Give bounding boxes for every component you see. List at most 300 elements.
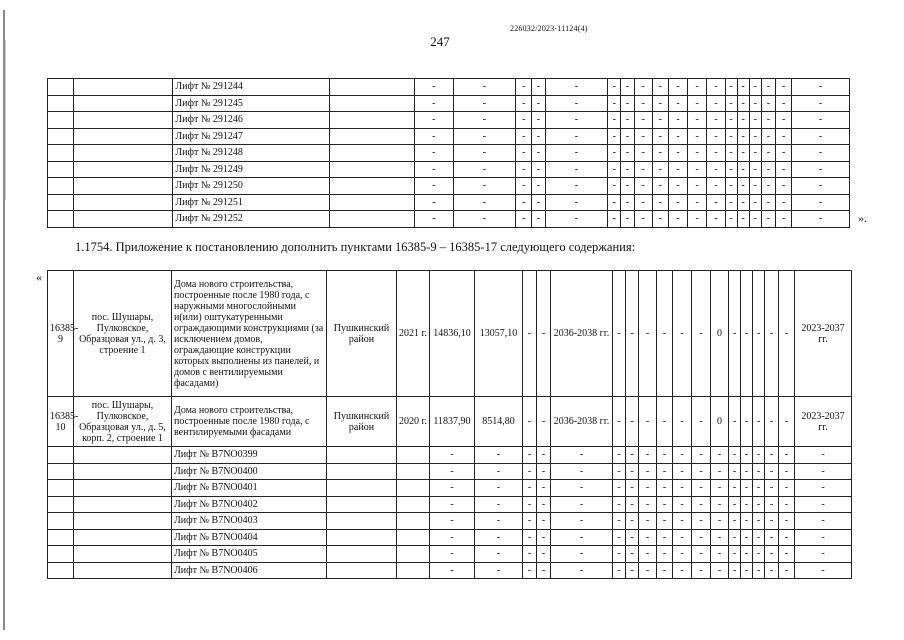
dash-cell: - [608, 161, 621, 178]
dash-cell: - [725, 178, 737, 195]
dash-cell: - [613, 480, 626, 497]
empty-cell [74, 463, 172, 480]
empty-cell [48, 161, 74, 178]
dash-cell: - [639, 496, 657, 513]
dash-cell: - [430, 546, 475, 563]
dash-cell: - [707, 161, 725, 178]
empty-cell [74, 95, 173, 112]
empty-cell [48, 480, 74, 497]
dash-cell: - [639, 463, 657, 480]
dash-cell: - [545, 211, 608, 228]
closing-quote: ». [858, 211, 867, 225]
dash-cell: - [634, 112, 652, 129]
dash-cell: - [711, 496, 729, 513]
dash-cell: - [707, 178, 725, 195]
dash-cell: - [634, 211, 652, 228]
dash-cell: - [725, 112, 737, 129]
empty-cell [397, 447, 430, 464]
lift-name: Лифт № 291248 [173, 145, 330, 162]
empty-cell [327, 546, 397, 563]
dash-cell: - [749, 79, 761, 96]
dash-cell: - [613, 546, 626, 563]
dash-cell: - [795, 562, 852, 579]
dash-cell: - [737, 79, 749, 96]
table-row [48, 562, 852, 579]
dash-cell: - [779, 513, 795, 530]
dash-cell: - [537, 271, 551, 397]
empty-cell [48, 546, 74, 563]
dash-cell: - [673, 271, 692, 397]
lift-name: Лифт № 291244 [173, 79, 330, 96]
dash-cell: - [779, 463, 795, 480]
dash-cell: - [765, 447, 779, 464]
dash-cell: - [551, 496, 613, 513]
dash-cell: - [475, 463, 523, 480]
dash-cell: - [608, 145, 621, 162]
dash-cell: - [537, 513, 551, 530]
dash-cell: - [729, 529, 741, 546]
dash-cell: - [657, 562, 673, 579]
lift-name: Лифт № В7NO0404 [172, 529, 327, 546]
dash-cell: - [668, 145, 687, 162]
empty-cell [330, 95, 415, 112]
program-period: 2023-2037 гг. [795, 397, 852, 447]
dash-cell: - [621, 194, 634, 211]
dash-cell: - [453, 79, 516, 96]
empty-cell [74, 178, 173, 195]
dash-cell: - [430, 496, 475, 513]
dash-cell: - [537, 480, 551, 497]
dash-cell: - [725, 128, 737, 145]
dash-cell: - [749, 128, 761, 145]
repair-period: 2036-2038 гг. [551, 397, 613, 447]
dash-cell: - [523, 480, 537, 497]
dash-cell: - [761, 161, 775, 178]
lift-name: Лифт № 291252 [173, 211, 330, 228]
building-row [48, 271, 852, 397]
dash-cell: - [711, 513, 729, 530]
dash-cell: - [741, 480, 753, 497]
dash-cell: - [737, 194, 749, 211]
dash-cell: - [741, 513, 753, 530]
dash-cell: - [613, 463, 626, 480]
dash-cell: - [516, 128, 532, 145]
dash-cell: - [415, 178, 453, 195]
table-row [48, 161, 850, 178]
dash-cell: - [725, 145, 737, 162]
dash-cell: - [741, 562, 753, 579]
dash-cell: - [792, 112, 850, 129]
empty-cell [74, 513, 172, 530]
living-area: 8514,80 [475, 397, 523, 447]
dash-cell: - [779, 562, 795, 579]
dash-cell: - [453, 194, 516, 211]
dash-cell: - [741, 546, 753, 563]
dash-cell: - [779, 397, 795, 447]
dash-cell: - [761, 112, 775, 129]
table-row [48, 194, 850, 211]
lift-name: Лифт № В7NO0401 [172, 480, 327, 497]
dash-cell: - [688, 145, 707, 162]
dash-cell: - [639, 480, 657, 497]
dash-cell: - [545, 128, 608, 145]
dash-cell: - [668, 128, 687, 145]
dash-cell: - [532, 178, 545, 195]
dash-cell: - [761, 145, 775, 162]
dash-cell: - [652, 194, 668, 211]
empty-cell [397, 496, 430, 513]
table-row [48, 496, 852, 513]
dash-cell: - [613, 496, 626, 513]
dash-cell: - [711, 546, 729, 563]
dash-cell: - [741, 529, 753, 546]
dash-cell: - [523, 271, 537, 397]
dash-cell: - [673, 480, 692, 497]
dash-cell: - [626, 496, 639, 513]
dash-cell: - [668, 194, 687, 211]
dash-cell: - [608, 211, 621, 228]
empty-cell [74, 128, 173, 145]
dash-cell: - [532, 161, 545, 178]
dash-cell: - [551, 463, 613, 480]
dash-cell: - [792, 128, 850, 145]
dash-cell: - [776, 95, 792, 112]
table-row [48, 178, 850, 195]
dash-cell: - [523, 546, 537, 563]
dash-cell: - [753, 562, 765, 579]
dash-cell: - [776, 145, 792, 162]
dash-cell: - [652, 178, 668, 195]
dash-cell: - [725, 161, 737, 178]
dash-cell: - [532, 128, 545, 145]
dash-cell: - [792, 194, 850, 211]
dash-cell: - [537, 546, 551, 563]
dash-cell: - [613, 397, 626, 447]
table-row [48, 79, 850, 96]
empty-cell [397, 546, 430, 563]
amendment-paragraph: 1.1754. Приложение к постановлению дополнить пунктами 16385-9 – 16385-17 следующего содержания: [75, 240, 636, 254]
dash-cell: - [729, 397, 741, 447]
dash-cell: - [707, 211, 725, 228]
dash-cell: - [532, 145, 545, 162]
empty-cell [330, 194, 415, 211]
dash-cell: - [652, 211, 668, 228]
dash-cell: - [415, 95, 453, 112]
dash-cell: - [532, 112, 545, 129]
dash-cell: - [795, 496, 852, 513]
dash-cell: - [608, 178, 621, 195]
dash-cell: - [761, 211, 775, 228]
repair-period: 2036-2038 гг. [551, 271, 613, 397]
dash-cell: - [545, 145, 608, 162]
dash-cell: - [634, 194, 652, 211]
empty-cell [397, 562, 430, 579]
dash-cell: - [776, 178, 792, 195]
dash-cell: - [779, 271, 795, 397]
dash-cell: - [430, 562, 475, 579]
dash-cell: - [776, 194, 792, 211]
dash-cell: - [749, 95, 761, 112]
dash-cell: - [453, 112, 516, 129]
dash-cell: - [753, 447, 765, 464]
table-row [48, 546, 852, 563]
dash-cell: - [776, 211, 792, 228]
dash-cell: - [711, 562, 729, 579]
dash-cell: - [657, 529, 673, 546]
empty-cell [48, 211, 74, 228]
dash-cell: - [792, 79, 850, 96]
dash-cell: - [657, 496, 673, 513]
lift-name: Лифт № В7NO0400 [172, 463, 327, 480]
table-row [48, 128, 850, 145]
dash-cell: - [415, 161, 453, 178]
dash-cell: - [749, 161, 761, 178]
dash-cell: - [537, 397, 551, 447]
dash-cell: - [753, 397, 765, 447]
lift-name: Лифт № В7NO0402 [172, 496, 327, 513]
empty-cell [74, 194, 173, 211]
dash-cell: - [639, 447, 657, 464]
program-period: 2023-2037 гг. [795, 271, 852, 397]
dash-cell: - [532, 95, 545, 112]
dash-cell: - [475, 447, 523, 464]
dash-cell: - [453, 211, 516, 228]
dash-cell: - [639, 546, 657, 563]
empty-cell [330, 112, 415, 129]
empty-cell [397, 463, 430, 480]
dash-cell: - [729, 480, 741, 497]
total-area: 14836,10 [430, 271, 475, 397]
dash-cell: - [453, 95, 516, 112]
dash-cell: - [692, 463, 711, 480]
empty-cell [48, 95, 74, 112]
dash-cell: - [537, 447, 551, 464]
dash-cell: - [692, 562, 711, 579]
dash-cell: - [688, 79, 707, 96]
dash-cell: - [765, 397, 779, 447]
dash-cell: - [749, 211, 761, 228]
dash-cell: - [516, 95, 532, 112]
dash-cell: - [639, 271, 657, 397]
dash-cell: - [532, 194, 545, 211]
dash-cell: - [657, 513, 673, 530]
dash-cell: - [657, 463, 673, 480]
dash-cell: - [657, 447, 673, 464]
dash-cell: - [634, 128, 652, 145]
dash-cell: - [761, 128, 775, 145]
dash-cell: - [523, 513, 537, 530]
dash-cell: - [657, 271, 673, 397]
dash-cell: - [673, 397, 692, 447]
dash-cell: - [737, 178, 749, 195]
dash-cell: - [668, 79, 687, 96]
lift-table-top [47, 78, 850, 228]
dash-cell: - [523, 397, 537, 447]
dash-cell: - [537, 463, 551, 480]
dash-cell: - [545, 95, 608, 112]
dash-cell: - [551, 562, 613, 579]
page-number: 247 [430, 34, 450, 49]
dash-cell: - [430, 463, 475, 480]
item-number: 16385-10 [48, 397, 74, 447]
dash-cell: - [613, 562, 626, 579]
dash-cell: - [545, 112, 608, 129]
empty-cell [48, 447, 74, 464]
dash-cell: - [725, 79, 737, 96]
dash-cell: - [475, 480, 523, 497]
table-row [48, 145, 850, 162]
dash-cell: - [688, 95, 707, 112]
empty-cell [48, 178, 74, 195]
dash-cell: - [792, 161, 850, 178]
dash-cell: - [688, 112, 707, 129]
dash-cell: - [792, 145, 850, 162]
dash-cell: - [753, 480, 765, 497]
district: Пушкинский район [327, 397, 397, 447]
dash-cell: - [668, 211, 687, 228]
dash-cell: - [673, 529, 692, 546]
dash-cell: - [634, 178, 652, 195]
dash-cell: - [634, 161, 652, 178]
dash-cell: - [415, 128, 453, 145]
dash-cell: - [753, 271, 765, 397]
dash-cell: - [792, 178, 850, 195]
empty-cell [327, 447, 397, 464]
dash-cell: - [688, 128, 707, 145]
dash-cell: - [673, 546, 692, 563]
empty-cell [74, 79, 173, 96]
dash-cell: - [776, 112, 792, 129]
dash-cell: - [532, 79, 545, 96]
dash-cell: - [688, 211, 707, 228]
empty-cell [330, 178, 415, 195]
dash-cell: - [729, 496, 741, 513]
empty-cell [330, 79, 415, 96]
dash-cell: - [692, 529, 711, 546]
empty-cell [330, 145, 415, 162]
district: Пушкинский район [327, 271, 397, 397]
dash-cell: - [613, 529, 626, 546]
dash-cell: - [765, 546, 779, 563]
dash-cell: - [668, 161, 687, 178]
dash-cell: - [795, 463, 852, 480]
dash-cell: - [692, 271, 711, 397]
scan-edge-shadow [5, 40, 6, 200]
dash-cell: - [737, 145, 749, 162]
dash-cell: - [475, 562, 523, 579]
empty-cell [327, 480, 397, 497]
building-row [48, 397, 852, 447]
empty-cell [48, 562, 74, 579]
dash-cell: - [516, 79, 532, 96]
dash-cell: - [430, 513, 475, 530]
lift-name: Лифт № В7NO0406 [172, 562, 327, 579]
dash-cell: - [795, 480, 852, 497]
dash-cell: - [430, 480, 475, 497]
dash-cell: - [741, 271, 753, 397]
dash-cell: - [639, 529, 657, 546]
table-row [48, 529, 852, 546]
dash-cell: - [415, 211, 453, 228]
empty-cell [48, 79, 74, 96]
dash-cell: - [668, 178, 687, 195]
dash-cell: - [453, 128, 516, 145]
dash-cell: - [795, 529, 852, 546]
dash-cell: - [608, 128, 621, 145]
dash-cell: - [753, 496, 765, 513]
dash-cell: - [776, 79, 792, 96]
lift-name: Лифт № 291250 [173, 178, 330, 195]
dash-cell: - [707, 79, 725, 96]
building-description: Дома нового строительства, построенные после 1980 года, с наружными многослойными и(или) оштукатуренными ограждающими конструкциями (за исключением домов, ограждающие конструкции которых выполнены из панелей, и домов с вентилируемыми фасадами) [172, 271, 327, 397]
opening-quote: « [36, 270, 42, 284]
dash-cell: - [608, 79, 621, 96]
dash-cell: - [749, 145, 761, 162]
table-row [48, 112, 850, 129]
dash-cell: - [711, 463, 729, 480]
dash-cell: - [779, 546, 795, 563]
dash-cell: - [608, 95, 621, 112]
dash-cell: - [516, 145, 532, 162]
living-area: 13057,10 [475, 271, 523, 397]
empty-cell [48, 128, 74, 145]
dash-cell: - [608, 112, 621, 129]
dash-cell: - [729, 463, 741, 480]
dash-cell: - [608, 194, 621, 211]
dash-cell: - [652, 79, 668, 96]
dash-cell: - [707, 95, 725, 112]
empty-cell [327, 513, 397, 530]
dash-cell: - [749, 112, 761, 129]
dash-cell: - [621, 161, 634, 178]
dash-cell: - [707, 112, 725, 129]
dash-cell: - [415, 112, 453, 129]
empty-cell [74, 211, 173, 228]
dash-cell: - [761, 194, 775, 211]
dash-cell: - [551, 513, 613, 530]
dash-cell: - [707, 145, 725, 162]
dash-cell: - [652, 145, 668, 162]
empty-cell [48, 529, 74, 546]
dash-cell: - [657, 480, 673, 497]
dash-cell: - [626, 447, 639, 464]
dash-cell: - [532, 211, 545, 228]
dash-cell: - [673, 513, 692, 530]
dash-cell: - [707, 128, 725, 145]
dash-cell: - [795, 546, 852, 563]
dash-cell: - [639, 562, 657, 579]
dash-cell: - [523, 447, 537, 464]
dash-cell: - [753, 513, 765, 530]
empty-cell [397, 529, 430, 546]
dash-cell: - [753, 546, 765, 563]
dash-cell: - [639, 513, 657, 530]
dash-cell: - [761, 95, 775, 112]
empty-cell [330, 128, 415, 145]
dash-cell: - [626, 480, 639, 497]
lift-name: Лифт № В7NO0405 [172, 546, 327, 563]
dash-cell: - [523, 529, 537, 546]
dash-cell: - [779, 447, 795, 464]
dash-cell: - [621, 95, 634, 112]
dash-cell: - [737, 211, 749, 228]
dash-cell: - [545, 178, 608, 195]
empty-cell [48, 194, 74, 211]
dash-cell: - [741, 463, 753, 480]
dash-cell: - [692, 546, 711, 563]
dash-cell: - [711, 529, 729, 546]
dash-cell: - [621, 178, 634, 195]
